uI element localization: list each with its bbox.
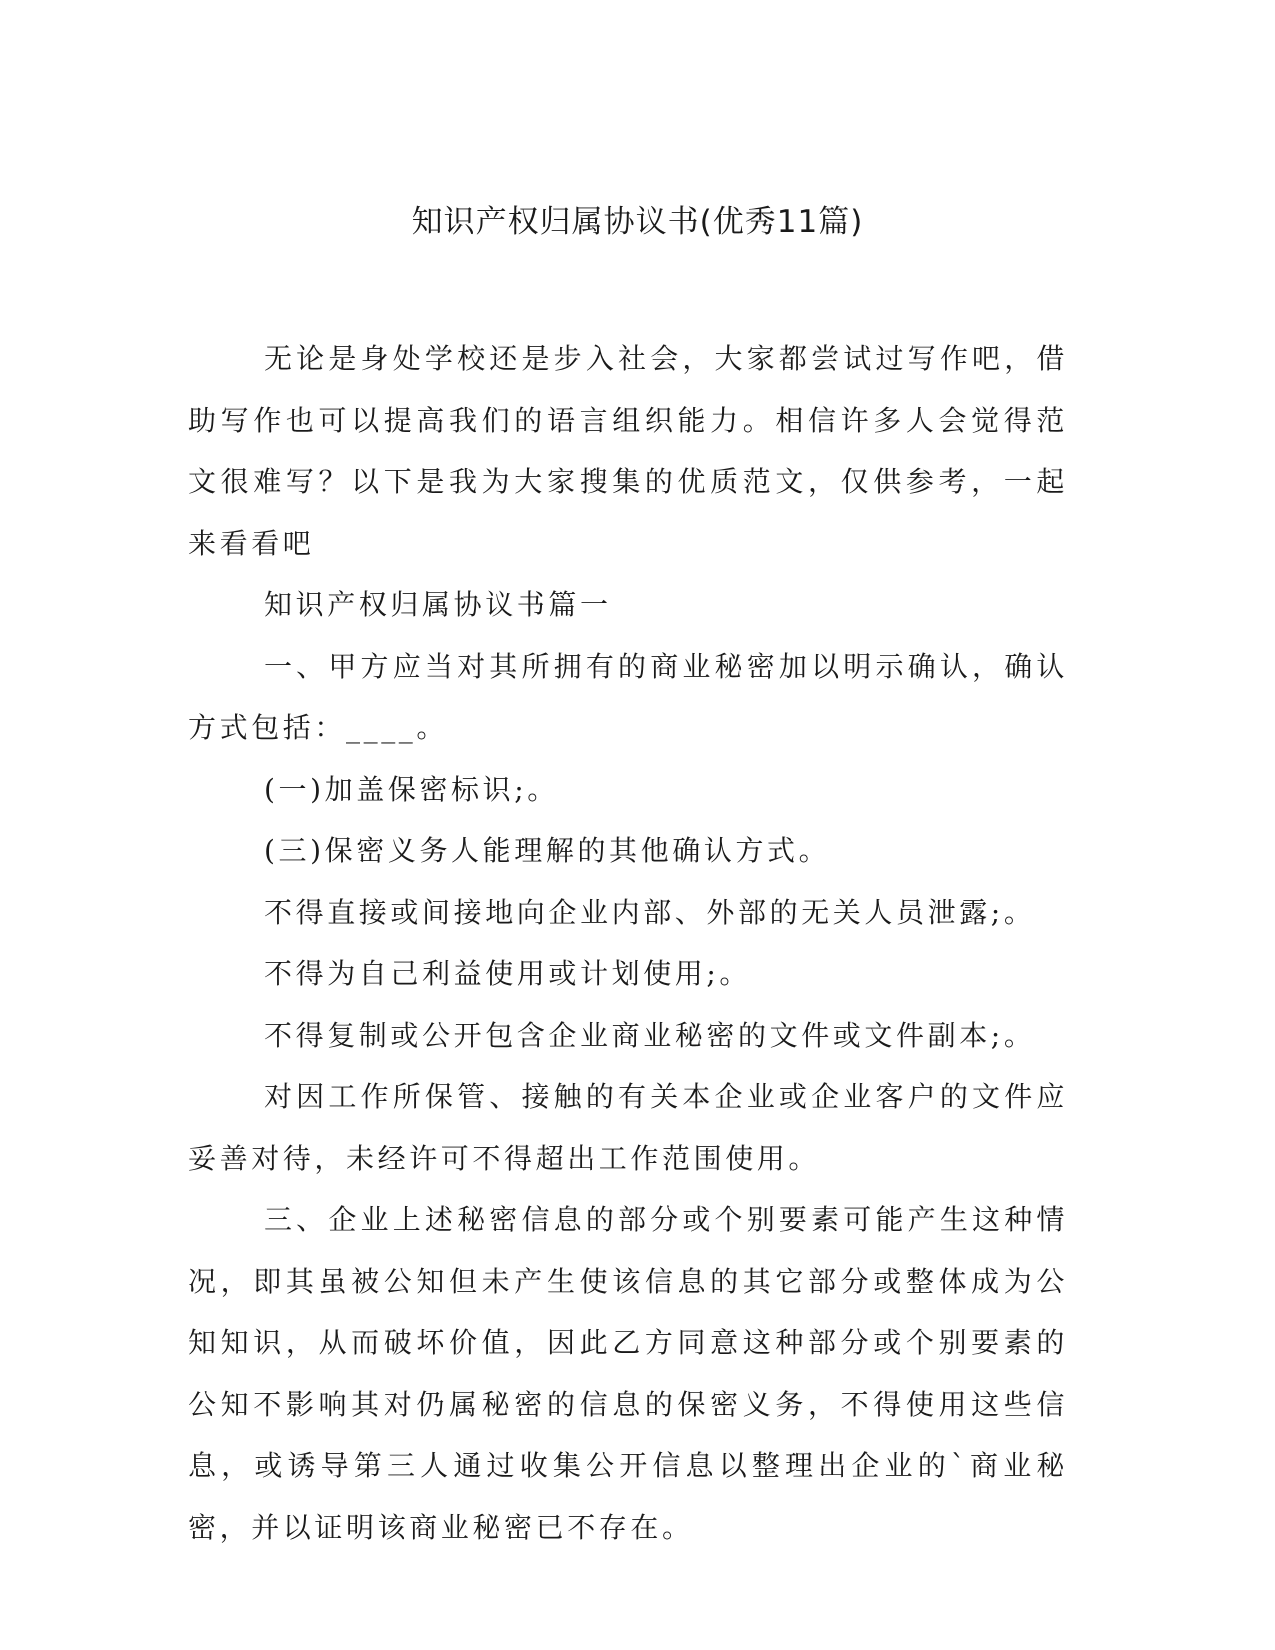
clause-item: 不得直接或间接地向企业内部、外部的无关人员泄露;。 [264, 895, 1036, 929]
document-body [188, 328, 1068, 1558]
clause-paragraph: 一、甲方应当对其所拥有的商业秘密加以明示确认，确认方式包括：____。 [188, 649, 1068, 744]
clause-item: (三)保密义务人能理解的其他确认方式。 [264, 834, 831, 867]
clause-item: 不得为自己利益使用或计划使用;。 [264, 957, 752, 990]
intro-paragraph: 无论是身处学校还是步入社会，大家都尝试过写作吧，借助写作也可以提高我们的语言组织能力。相信许多人会觉得范文很难写？以下是我为大家搜集的优质范文，仅供参考，一起来看看吧 [188, 342, 1068, 560]
section-heading: 知识产权归属协议书篇一 [264, 588, 612, 621]
clause-item: (一)加盖保密标识;。 [264, 772, 559, 806]
clause-paragraph: 对因工作所保管、接触的有关本企业或企业客户的文件应妥善对待，未经许可不得超出工作范围使用。 [188, 1080, 1068, 1175]
clause-item: 不得复制或公开包含企业商业秘密的文件或文件副本;。 [264, 1018, 1036, 1052]
clause-paragraph: 三、企业上述秘密信息的部分或个别要素可能产生这种情况，即其虽被公知但未产生使该信息的其它部分或整体成为公知知识，从而破坏价值，因此乙方同意这种部分或个别要素的公知不影响其对仍属秘密的信息的保密义务，不得使用这些信息，或诱导第三人通过收集公开信息以整理出企业的`商业秘密，并以证明该商业秘密已不存在。 [188, 1203, 1068, 1544]
document-title: 知识产权归属协议书(优秀11篇) [411, 204, 864, 240]
